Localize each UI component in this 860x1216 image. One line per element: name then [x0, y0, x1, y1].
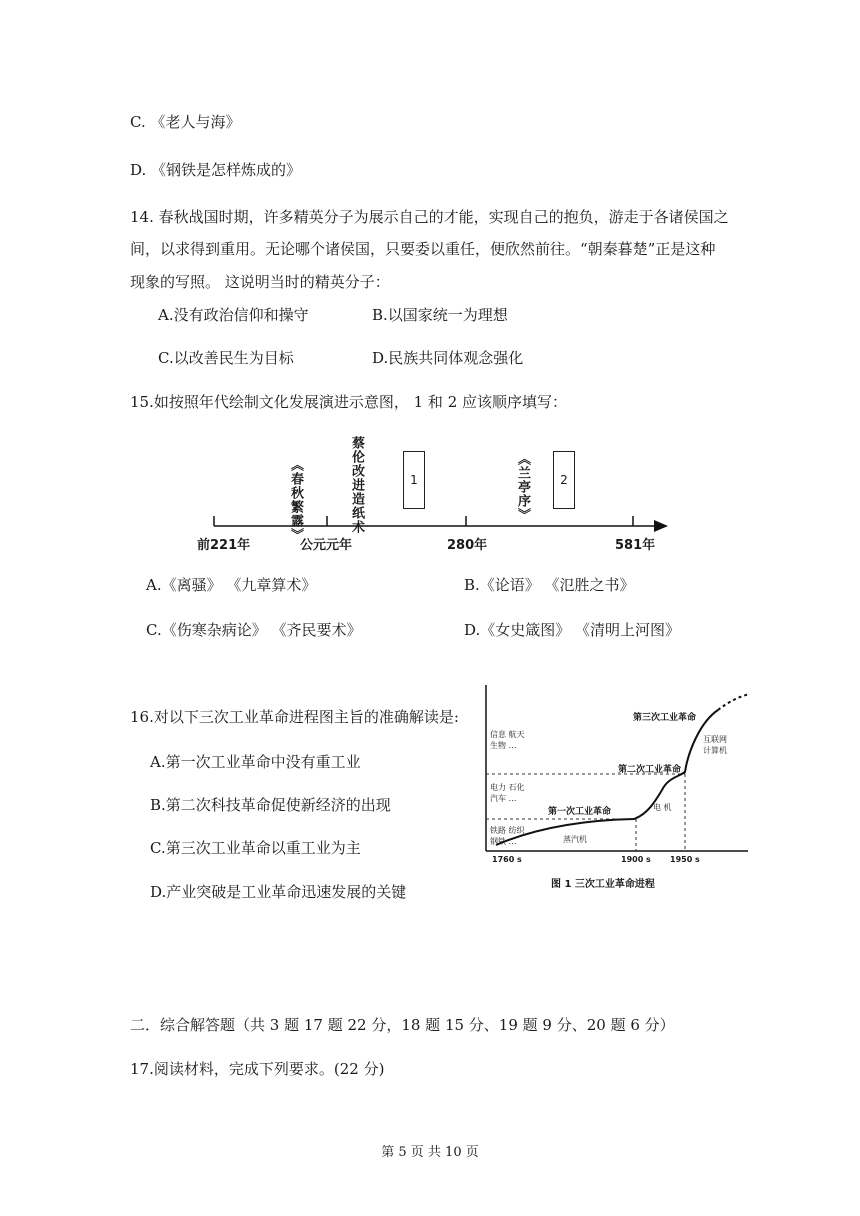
label-bio: 生物 …	[490, 741, 517, 750]
label-info-space: 信息 航天	[490, 730, 525, 739]
x-label-1900: 1900 s	[621, 855, 651, 864]
label-car: 汽车 …	[490, 794, 517, 803]
q14-option-b: B.以国家统一为理想	[372, 306, 508, 324]
q15-option-c: C.《伤寒杂病论》 《齐民要术》	[146, 621, 362, 639]
q15-stem: 15.如按照年代绘制文化发展演进示意图， 1 和 2 应该顺序填写：	[130, 393, 568, 411]
q14-stem-line2: 间，以求得到重用。无论哪个诸侯国，只要委以重任，便欣然前往。“朝秦暮楚”正是这种	[130, 240, 716, 258]
event-cailun-paper: 蔡伦改进造纸术	[349, 436, 364, 534]
label-steam-engine: 蒸汽机	[563, 835, 587, 844]
event-chunqiu-fanlu: 《春秋繁露》	[288, 458, 303, 542]
industrial-revolution-figure	[478, 682, 758, 892]
q14-stem-line1: 14. 春秋战国时期，许多精英分子为展示自己的才能，实现自己的抱负，游走于各诸侯国之	[130, 208, 729, 226]
q17-stem: 17.阅读材料，完成下列要求。(22 分)	[130, 1060, 385, 1078]
q16-stem: 16.对以下三次工业革命进程图主旨的准确解读是:	[130, 708, 459, 726]
label-rail-textile: 铁路 纺织	[490, 826, 525, 835]
q15-option-b: B.《论语》 《氾胜之书》	[464, 576, 635, 594]
timeline-box-1: 1	[403, 451, 425, 509]
q14-option-c: C.以改善民生为目标	[158, 349, 294, 367]
page-footer: 第 5 页 共 10 页	[381, 1145, 479, 1160]
timeline-label-280: 280年	[447, 538, 488, 553]
q14-stem-line3: 现象的写照。 这说明当时的精英分子：	[130, 273, 390, 291]
event-lanting-xu: 《兰亭序》	[515, 452, 530, 522]
timeline-label-221bc: 前221年	[197, 538, 251, 553]
q16-option-d: D.产业突破是工业革命迅速发展的关键	[150, 883, 407, 901]
label-third-revolution: 第三次工业革命	[633, 713, 697, 723]
label-power-petro: 电力 石化	[490, 783, 525, 792]
label-computer: 计算机	[703, 746, 727, 755]
section2-title: 二．综合解答题（共 3 题 17 题 22 分，18 题 15 分、19 题 9 分、20 题 6 分）	[130, 1016, 675, 1034]
timeline-label-581: 581年	[615, 538, 656, 553]
label-second-revolution: 第二次工业革命	[618, 765, 682, 775]
label-steel: 钢铁 …	[490, 837, 517, 846]
label-motor: 电 机	[653, 803, 672, 812]
timeline-label-ad1: 公元元年	[300, 538, 353, 553]
q15-option-d: D.《女史箴图》 《清明上河图》	[464, 621, 681, 639]
q16-option-b: B.第二次科技革命促使新经济的出现	[150, 796, 391, 814]
q13-option-d: D. 《钢铁是怎样炼成的》	[130, 161, 302, 179]
q16-option-a: A.第一次工业革命中没有重工业	[150, 753, 361, 771]
q13-option-c: C. 《老人与海》	[130, 113, 241, 131]
label-internet: 互联网	[703, 735, 727, 744]
figure-caption: 图 1 三次工业革命进程	[551, 879, 655, 890]
x-label-1950: 1950 s	[670, 855, 700, 864]
q14-option-d: D.民族共同体观念强化	[372, 349, 524, 367]
label-first-revolution: 第一次工业革命	[548, 807, 612, 817]
q16-option-c: C.第三次工业革命以重工业为主	[150, 839, 361, 857]
timeline-box-2: 2	[553, 451, 575, 509]
q15-option-a: A.《离骚》 《九章算术》	[146, 576, 317, 594]
x-label-1760: 1760 s	[492, 855, 522, 864]
q14-option-a: A.没有政治信仰和操守	[158, 306, 309, 324]
